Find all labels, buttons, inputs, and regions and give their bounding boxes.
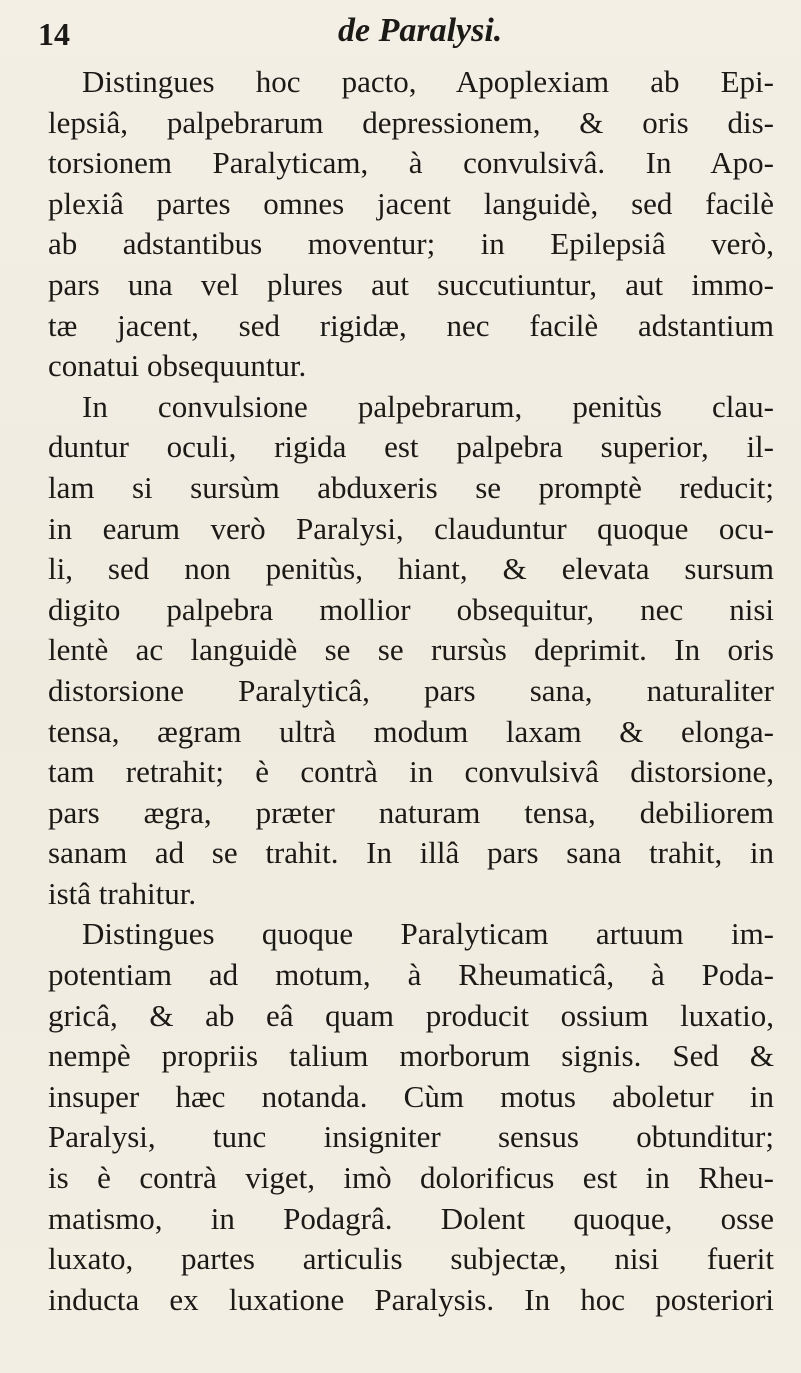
running-head: de Paralysi. [338,12,503,49]
text-line: lepsiâ, palpebrarum depressionem, & oris dis- [48,104,774,140]
text-line: lentè ac languidè se se rursùs deprimit. In oris [48,632,774,668]
text-line: Distingues hoc pacto, Apoplexiam ab Epi- [82,64,774,99]
text-line: digito palpebra mollior obsequitur, nec nisi [48,591,774,627]
text-line: plexiâ partes omnes jacent languidè, sed facilè [48,185,774,221]
text-line: potentiam ad motum, à Rheumaticâ, à Poda- [48,957,774,993]
text-line: insuper hæc notanda. Cùm motus aboletur in [48,1078,774,1114]
body-text [48,62,774,1320]
text-line: istâ trahitur. [48,875,197,911]
text-line: li, sed non penitùs, hiant, & elevata sursum [48,551,774,587]
text-line: Paralysi, tunc insigniter sensus obtunditur; [48,1119,774,1155]
text-line: ab adstantibus moventur; in Epilepsiâ verò, [48,226,774,262]
text-line: is è contrà viget, imò dolorificus est in Rheu- [48,1160,774,1196]
text-line: tæ jacent, sed rigidæ, nec facilè adstantium [48,307,774,343]
text-line: inducta ex luxatione Paralysis. In hoc posteriori [48,1281,774,1317]
text-line: torsionem Paralyticam, à convulsivâ. In Apo- [48,145,774,181]
text-line: lam si sursùm abduxeris se promptè reducit; [48,469,774,505]
text-line: nempè propriis talium morborum signis. Sed & [48,1038,774,1074]
text-line: pars una vel plures aut succutiuntur, aut immo- [48,266,774,302]
text-line: sanam ad se trahit. In illâ pars sana trahit, in [48,835,774,871]
text-line: Distingues quoque Paralyticam artuum im- [82,916,774,952]
text-line: luxato, partes articulis subjectæ, nisi fuerit [48,1241,774,1277]
text-line: conatui obsequuntur. [48,348,307,384]
page-number: 14 [38,16,70,52]
text-line: tam retrahit; è contrà in convulsivâ distorsione, [48,754,774,790]
text-line: duntur oculi, rigida est palpebra superior, il- [48,429,774,465]
text-line: In convulsione palpebrarum, penitùs clau- [82,388,774,424]
text-line: distorsione Paralyticâ, pars sana, naturaliter [48,672,774,708]
text-line: matismo, in Podagrâ. Dolent quoque, osse [48,1200,774,1236]
text-line: gricâ, & ab eâ quam producit ossium luxatio, [48,997,774,1033]
page-header [38,8,778,58]
text-line: pars ægra, præter naturam tensa, debiliorem [48,794,774,830]
text-line: tensa, ægram ultrà modum laxam & elonga- [48,713,774,749]
text-line: in earum verò Paralysi, clauduntur quoque ocu- [48,510,774,546]
